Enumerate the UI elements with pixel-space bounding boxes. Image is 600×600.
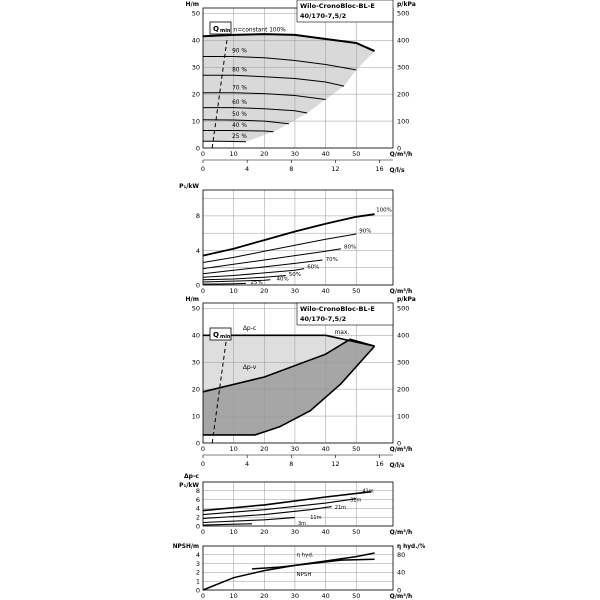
series-5-label: 60%: [307, 264, 320, 271]
x-tick-label: 0: [200, 528, 206, 536]
y-tick-label: 0: [195, 586, 200, 595]
x2-tick-label: 8: [289, 165, 294, 173]
series-5-label: 3m: [298, 521, 307, 528]
y-tick-label: 4: [195, 504, 200, 513]
x-tick-label: 30: [290, 287, 300, 295]
x-tick-label: 40: [321, 592, 330, 600]
x2-tick-label: 16: [375, 165, 384, 173]
chart-subtitle: 40/170-7,5/2: [300, 315, 347, 323]
series-4-label: 70%: [325, 256, 338, 263]
series-1-line: [203, 553, 375, 590]
x-tick-label: 0: [200, 445, 206, 453]
y-tick-label: 50: [191, 9, 200, 18]
x-tick-label: 30: [290, 445, 300, 453]
x-axis-label: Q/m³/h: [389, 151, 413, 158]
y-right-tick-label: 0: [397, 439, 402, 448]
series-2-label: 90%: [359, 228, 372, 235]
y-right-tick-label: 200: [397, 90, 410, 99]
y-tick-label: 40: [191, 331, 200, 340]
series-2-label: 90 %: [232, 48, 247, 55]
y-right-tick-label: 500: [397, 304, 410, 313]
y-axis-label: H/m: [185, 296, 199, 303]
x-axis-label: Q/m³/h: [389, 529, 413, 536]
series-6-label: 50%: [288, 271, 302, 278]
y-tick-label: 2: [195, 513, 200, 522]
x-tick-label: 20: [260, 150, 269, 158]
y-tick-label: 1: [195, 577, 200, 586]
series-2-label: 31m: [350, 497, 362, 504]
y-tick-label: 2: [195, 568, 200, 577]
x-axis-label: Q/m³/h: [389, 288, 413, 295]
series-7-label: 40 %: [232, 123, 247, 129]
y-tick-label: 0: [195, 281, 200, 290]
x2-axis-label: Q/l/s: [389, 462, 405, 469]
y-right-tick-label: 400: [397, 331, 410, 340]
y-tick-label: 20: [191, 385, 200, 394]
x2-tick-label: 4: [245, 165, 250, 173]
y-axis-label-top: Δp-c: [184, 473, 199, 480]
x2-tick-label: 12: [331, 460, 340, 468]
y-tick-label: 30: [191, 63, 200, 72]
series-3-label: 80%: [343, 244, 357, 251]
y-right-tick-label: 100: [397, 412, 410, 421]
y-axis-label: NPSH/m: [172, 544, 199, 550]
operating-area: [203, 34, 375, 142]
y-right-tick-label: 500: [397, 9, 410, 18]
y-tick-label: 40: [191, 36, 200, 45]
x-tick-label: 30: [290, 592, 300, 600]
x-tick-label: 0: [200, 287, 206, 295]
series-3-label: 21m: [334, 504, 347, 511]
series-4-line: [203, 260, 323, 274]
series-1-label: η hyd.: [296, 552, 314, 559]
x-tick-label: 0: [200, 592, 206, 600]
chart-title: Wilo-CronoBloc-BL-E: [300, 305, 375, 313]
x-tick-label: 20: [260, 287, 269, 295]
series-4-label: 11m: [310, 514, 322, 521]
y-tick-label: 8: [195, 487, 200, 496]
series-2-label: NPSH: [296, 571, 312, 578]
x-axis-label: Q/m³/h: [389, 446, 413, 453]
x-tick-label: 40: [321, 445, 330, 453]
y-axis-label: P₁/kW: [179, 482, 199, 489]
x-axis-label: Q/m³/h: [389, 593, 413, 600]
x-tick-label: 50: [352, 150, 361, 158]
y-right-tick-label: 400: [397, 36, 410, 45]
y-tick-label: 0: [195, 522, 200, 531]
y-right-tick-label: 80: [397, 551, 406, 560]
x-tick-label: 10: [229, 287, 238, 295]
y-tick-label: 10: [191, 412, 200, 421]
x-tick-label: 40: [321, 150, 330, 158]
y-tick-label: 3: [195, 559, 200, 568]
y-axis-label: P₁/kW: [179, 183, 199, 190]
y-tick-label: 30: [191, 358, 200, 367]
series-8-label: 25%: [250, 280, 263, 287]
y-right-tick-label: 0: [397, 586, 402, 595]
y-right-tick-label: 40: [397, 568, 406, 577]
x2-axis-label: Q/l/s: [389, 167, 405, 174]
x2-tick-label: 16: [375, 460, 384, 468]
qmin-label: Q: [213, 25, 219, 33]
y-tick-label: 20: [191, 90, 200, 99]
x-tick-label: 0: [200, 150, 206, 158]
x-tick-label: 10: [229, 528, 238, 536]
x-tick-label: 50: [352, 528, 361, 536]
y-tick-label: 10: [191, 117, 200, 126]
qmin-sub-label: min: [220, 334, 231, 340]
y-tick-label: 0: [195, 439, 200, 448]
series-8-line: [203, 283, 246, 284]
x-tick-label: 50: [352, 287, 361, 295]
x-tick-label: 10: [229, 150, 238, 158]
y-right-tick-label: 100: [397, 117, 410, 126]
y-right-tick-label: 0: [397, 144, 402, 153]
series-1-label: n=constant 100%: [233, 27, 286, 34]
x-tick-label: 30: [290, 528, 300, 536]
y-tick-label: 6: [195, 495, 200, 504]
series-7-label: 40%: [276, 276, 289, 283]
max-label: max.: [334, 329, 350, 336]
y-tick-label: 8: [195, 212, 200, 221]
series-3-label: 80 %: [232, 67, 247, 74]
y-right-tick-label: 200: [397, 385, 410, 394]
x-tick-label: 20: [260, 592, 269, 600]
series-5-label: 60 %: [232, 100, 247, 107]
series-1-label: 41m: [362, 488, 374, 495]
y-axis-label: H/m: [185, 1, 199, 8]
x-tick-label: 10: [229, 592, 238, 600]
chart-title: Wilo-CronoBloc-BL-E: [300, 2, 375, 10]
x2-tick-label: 0: [200, 460, 206, 468]
y-tick-label: 50: [191, 304, 200, 313]
series-1-label: 100%: [376, 207, 392, 214]
y-tick-label: 0: [195, 144, 200, 153]
series-2-line: [203, 499, 356, 515]
series-8-line: [203, 141, 246, 142]
x-tick-label: 50: [352, 592, 361, 600]
series-5-line: [203, 524, 252, 525]
x2-tick-label: 8: [289, 460, 294, 468]
x2-tick-label: 12: [331, 165, 340, 173]
series-4-line: [203, 518, 295, 523]
y-right-tick-label: 300: [397, 358, 410, 367]
series-6-label: 50 %: [232, 112, 247, 119]
x2-tick-label: 4: [245, 460, 250, 468]
qmin-sub-label: min: [220, 28, 231, 34]
chart-subtitle: 40/170-7,5/2: [300, 12, 347, 20]
x-tick-label: 20: [260, 445, 269, 453]
y-right-axis-label: p/kPa: [397, 1, 416, 8]
x-tick-label: 40: [321, 287, 330, 295]
x-tick-label: 40: [321, 528, 330, 536]
x-tick-label: 20: [260, 528, 269, 536]
y-right-axis-label: p/kPa: [397, 296, 416, 303]
y-tick-label: 4: [195, 246, 200, 255]
dpc-label: Δp-c: [242, 324, 257, 332]
qmin-label: Q: [213, 331, 219, 339]
x-tick-label: 30: [290, 150, 300, 158]
series-4-label: 70 %: [232, 85, 247, 92]
y-tick-label: 4: [195, 551, 200, 560]
x2-tick-label: 0: [200, 165, 206, 173]
series-8-label: 25 %: [232, 133, 247, 140]
dpv-label: Δp-v: [242, 363, 257, 371]
y-right-axis-label: η hyd./%: [397, 544, 426, 550]
y-right-tick-label: 300: [397, 63, 410, 72]
x-tick-label: 10: [229, 445, 238, 453]
x-tick-label: 50: [352, 445, 361, 453]
